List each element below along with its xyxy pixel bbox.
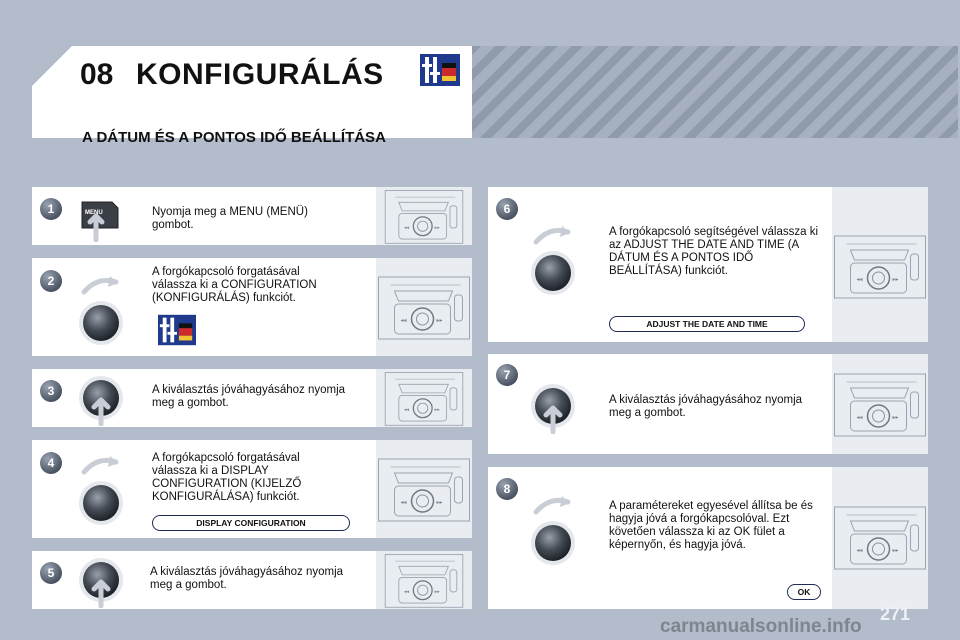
step-number: 8 bbox=[496, 478, 518, 500]
display-configuration-pill: DISPLAY CONFIGURATION bbox=[152, 515, 350, 531]
step-3-text: A kiválasztás jóváhagyásához nyomja meg a gombot. bbox=[152, 384, 346, 409]
step-4-text: A forgókapcsoló forgatásával válassza ki a DISPLAY CONFIGURATION (KIJELZŐ KONFIGURÁLÁSA) funkciót. bbox=[152, 452, 302, 503]
step-2-thumbnail bbox=[376, 258, 472, 356]
step-1-text: Nyomja meg a MENU (MENÜ) gombot. bbox=[152, 206, 308, 231]
watermark: carmanualsonline.info bbox=[660, 616, 862, 637]
section-title: A DÁTUM ÉS A PONTOS IDŐ BEÁLLÍTÁSA bbox=[82, 129, 386, 146]
header-hatch-band bbox=[470, 46, 958, 138]
step-8-thumbnail bbox=[832, 467, 928, 609]
step-number: 5 bbox=[40, 562, 62, 584]
configuration-icon bbox=[158, 314, 196, 346]
step-number: 7 bbox=[496, 364, 518, 386]
step-7-thumbnail bbox=[832, 354, 928, 454]
step-3-thumbnail bbox=[376, 369, 472, 427]
step-8-text: A paramétereket egyesével állítsa be és hagyja jóvá a forgókapcsolóval. Ezt követően válassza ki az OK fület a képernyőn, és hagyja jóvá. bbox=[609, 500, 813, 551]
radio-panel-icon bbox=[376, 187, 472, 245]
configuration-icon bbox=[420, 54, 460, 86]
step-5-text: A kiválasztás jóváhagyásához nyomja meg a gombot. bbox=[150, 566, 344, 591]
menu-button-icon bbox=[78, 196, 122, 242]
rotary-knob-press-icon bbox=[74, 554, 128, 608]
step-6-text: A forgókapcsoló segítségével válassza ki az ADJUST THE DATE AND TIME (A DÁTUM ÉS A PONTOS IDŐ BEÁLLÍTÁSA) funkciót. bbox=[609, 226, 819, 277]
radio-panel-icon bbox=[832, 467, 928, 609]
rotary-knob-turn-icon bbox=[526, 218, 580, 298]
step-6-thumbnail bbox=[832, 187, 928, 342]
chapter-number: 08 bbox=[80, 58, 114, 91]
step-5-thumbnail bbox=[376, 551, 472, 609]
radio-panel-icon bbox=[832, 354, 928, 454]
rotary-knob-press-icon bbox=[526, 380, 580, 434]
step-number: 2 bbox=[40, 270, 62, 292]
page-number: 271 bbox=[880, 604, 911, 624]
step-7-text: A kiválasztás jóváhagyásához nyomja meg a gombot. bbox=[609, 394, 803, 419]
radio-panel-icon bbox=[376, 440, 472, 538]
adjust-date-time-pill: ADJUST THE DATE AND TIME bbox=[609, 316, 805, 332]
step-number: 1 bbox=[40, 198, 62, 220]
step-number: 4 bbox=[40, 452, 62, 474]
step-4-thumbnail bbox=[376, 440, 472, 538]
ok-pill: OK bbox=[787, 584, 821, 600]
rotary-knob-turn-icon bbox=[526, 488, 580, 568]
step-number: 6 bbox=[496, 198, 518, 220]
rotary-knob-turn-icon bbox=[74, 448, 128, 528]
step-2-text: A forgókapcsoló forgatásával válassza ki a CONFIGURATION (KONFIGURÁLÁS) funkciót. bbox=[152, 266, 317, 304]
chapter-title: KONFIGURÁLÁS bbox=[136, 58, 384, 91]
radio-panel-icon bbox=[832, 187, 928, 342]
menu-button-label: MENU bbox=[85, 210, 103, 216]
step-number: 3 bbox=[40, 380, 62, 402]
step-1-thumbnail bbox=[376, 187, 472, 245]
radio-panel-icon bbox=[376, 258, 472, 356]
radio-panel-icon bbox=[376, 369, 472, 427]
radio-panel-icon bbox=[376, 551, 472, 609]
rotary-knob-turn-icon bbox=[74, 268, 128, 348]
rotary-knob-press-icon bbox=[74, 372, 128, 426]
